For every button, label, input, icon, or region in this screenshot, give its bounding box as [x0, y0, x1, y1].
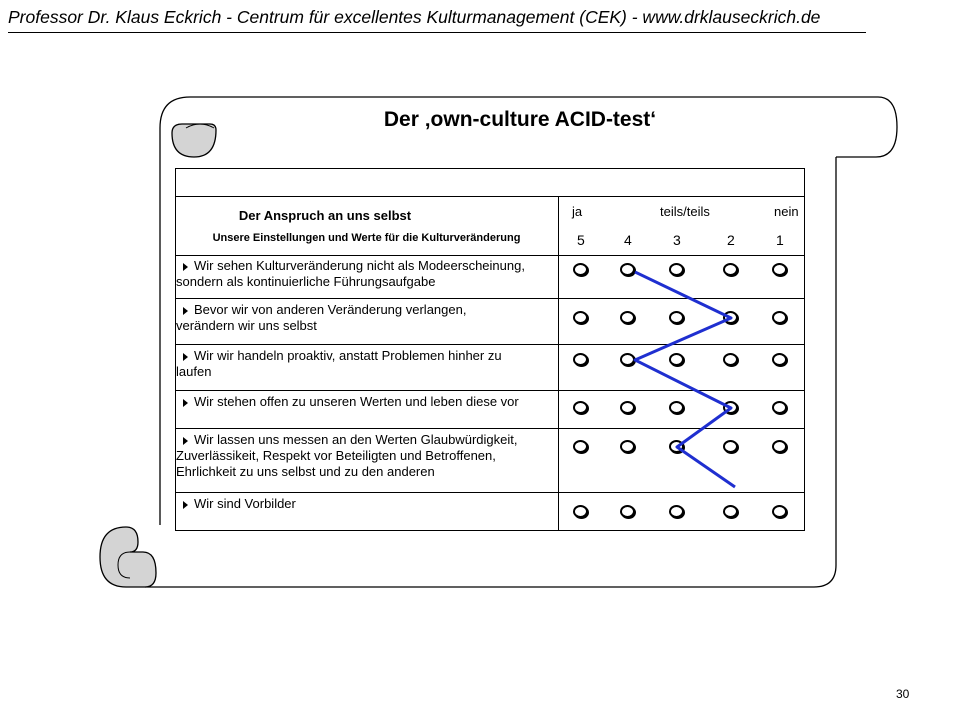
scale-label-partly: teils/teils [660, 204, 710, 219]
page-number: 30 [896, 687, 910, 701]
table-subheading: Unsere Einstellungen und Werte für die Kulturveränderung [212, 232, 521, 244]
slide-header: Professor Dr. Klaus Eckrich - Centrum für excellentes Kulturmanagement (CEK) - www.drklauseckrich.de [8, 7, 821, 27]
table-heading: Der Anspruch an uns selbst [238, 208, 412, 223]
scale-number: 1 [776, 232, 784, 248]
statement-text: Wir lassen uns messen an den Werten Glaubwürdigkeit, [194, 432, 518, 447]
slide-title: Der ‚own-culture ACID-test‘ [383, 108, 657, 131]
statement-text: Wir stehen offen zu unseren Werten und leben diese vor [194, 394, 519, 409]
statement-text: laufen [176, 364, 212, 379]
scale-number: 5 [577, 232, 585, 248]
statement-text: sondern als kontinuierliche Führungsaufgabe [176, 274, 436, 289]
scale-label-yes: ja [572, 204, 583, 219]
statement-text: verändern wir uns selbst [176, 318, 317, 333]
statement-text: Wir sehen Kulturveränderung nicht als Modeerscheinung, [194, 258, 525, 273]
statement-text: Zuverlässikeit, Respekt vor Beteiligten und Betroffenen, [176, 448, 496, 463]
scale-number: 3 [673, 232, 681, 248]
scale-number: 2 [727, 232, 735, 248]
scale-label-no: nein [774, 204, 799, 219]
scale-number: 4 [624, 232, 632, 248]
profile-line [635, 272, 735, 487]
statement-text: Wir sind Vorbilder [194, 496, 296, 511]
statement-text: Ehrlichkeit zu uns selbst und zu den anderen [176, 464, 435, 479]
statement-text: Bevor wir von anderen Veränderung verlangen, [194, 302, 467, 317]
statement-text: Wir wir handeln proaktiv, anstatt Problemen hinher zu [194, 348, 502, 363]
